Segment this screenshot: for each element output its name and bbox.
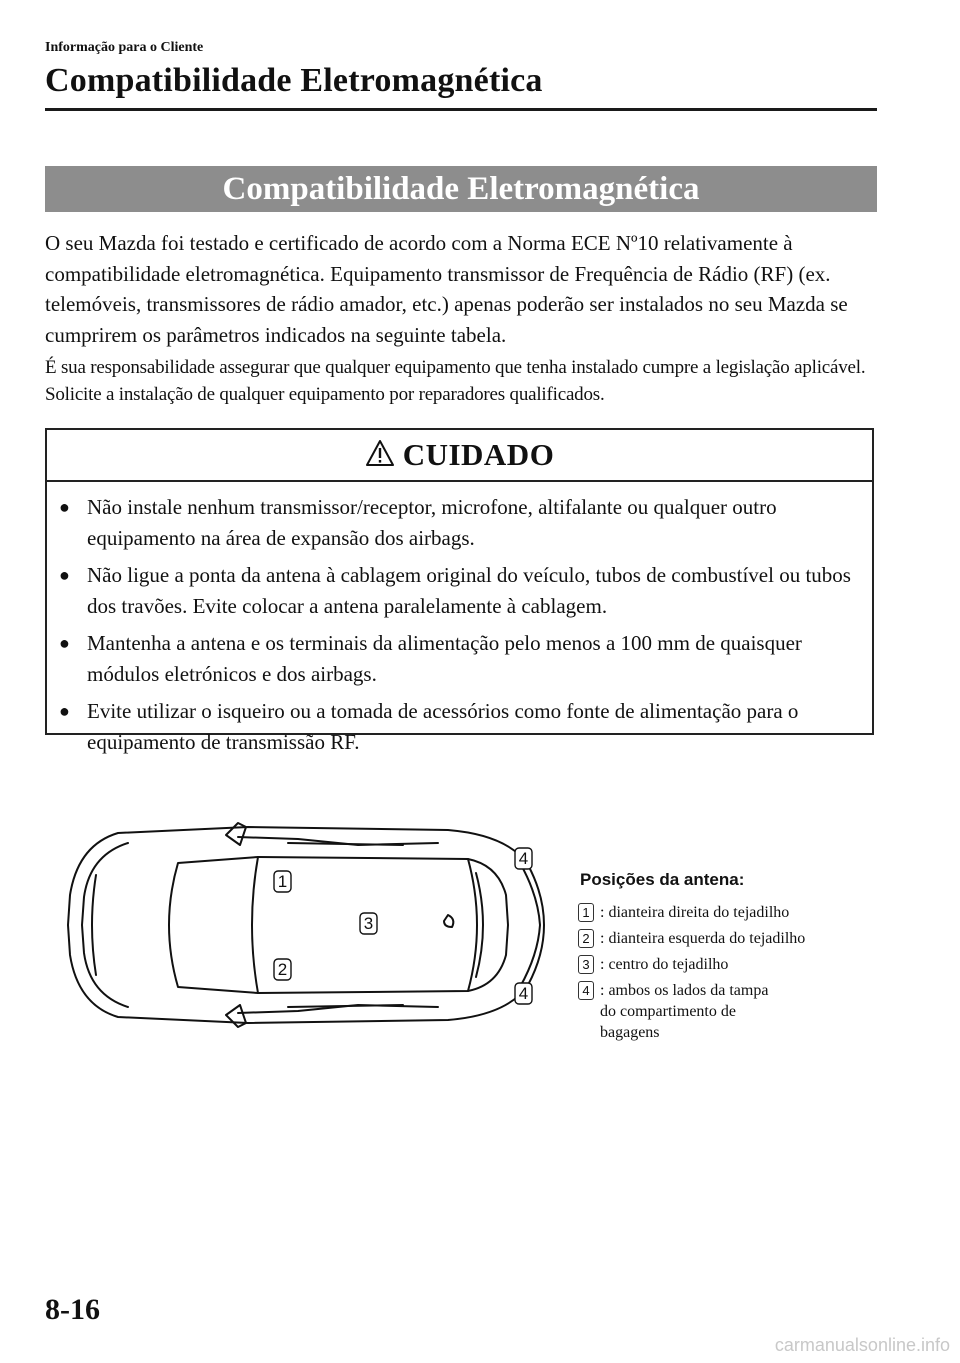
- caution-item-text: Evite utilizar o isqueiro ou a tomada de acessórios como fonte de alimentação para o equipamento de transmissão RF.: [87, 699, 799, 754]
- callout-4b: 4: [518, 984, 529, 1003]
- caution-header: [47, 430, 872, 482]
- bullet-icon: ●: [59, 565, 70, 585]
- legend-row: [578, 980, 918, 1043]
- page-title: Compatibilidade Eletromagnética: [45, 62, 543, 99]
- car-top-view-diagram: [58, 815, 548, 1035]
- section-heading: Compatibilidade Eletromagnética: [45, 166, 877, 212]
- legend-row: [578, 928, 918, 949]
- caution-item: [47, 560, 872, 622]
- legend-text: : dianteira direita do tejadilho: [600, 904, 790, 921]
- legend-number: 3: [578, 955, 594, 974]
- legend-row: [578, 902, 918, 923]
- callout-1: 1: [277, 872, 288, 891]
- responsibility-paragraph: É sua responsabilidade assegurar que qualquer equipamento que tenha instalado cumpre a legislação aplicável. Solicite a instalação de qualquer equipamento por reparadores qualificados.: [45, 357, 866, 405]
- intro-paragraph: O seu Mazda foi testado e certificado de acordo com a Norma ECE Nº10 relativamente à compatibilidade eletromagnética. Equipamento transmissor de Frequência de Rádio (RF) (ex. telemóveis, transmissores de rádio amador, etc.) apenas poderão ser instalados no seu Mazda se cumprirem os parâmetros indicados na seguinte tabela.: [45, 231, 848, 347]
- caution-item-text: Mantenha a antena e os terminais da alimentação pelo menos a 100 mm de quaisquer módulos eletrónicos e dos airbags.: [87, 631, 802, 686]
- bullet-icon: ●: [59, 633, 70, 653]
- bullet-icon: ●: [59, 701, 70, 721]
- running-header-kicker: Informação para o Cliente: [45, 40, 204, 55]
- watermark: carmanualsonline.info: [774, 1335, 950, 1355]
- page-number: 8-16: [45, 1293, 100, 1326]
- caution-item: [47, 696, 872, 758]
- legend-number: 4: [578, 981, 594, 1000]
- title-rule: [45, 108, 877, 111]
- caution-item-text: Não instale nenhum transmissor/receptor, microfone, altifalante ou qualquer outro equipamento na área de expansão dos airbags.: [87, 495, 777, 550]
- callout-3: 3: [363, 914, 374, 933]
- warning-triangle-icon: [365, 439, 395, 472]
- legend-row: [578, 954, 918, 975]
- legend-text: : dianteira esquerda do tejadilho: [600, 930, 806, 947]
- caution-item-text: Não ligue a ponta da antena à cablagem original do veículo, tubos de combustível ou tubos dos travões. Evite colocar a antena paralelamente à cablagem.: [87, 563, 851, 618]
- caution-list: [47, 492, 872, 764]
- callout-4a: 4: [518, 849, 529, 868]
- bullet-icon: ●: [59, 497, 70, 517]
- callout-2: 2: [277, 960, 288, 979]
- legend-number: 1: [578, 903, 594, 922]
- legend-text: : centro do tejadilho: [600, 956, 729, 973]
- legend-number: 2: [578, 929, 594, 948]
- caution-title: CUIDADO: [402, 437, 555, 472]
- legend-text: : ambos os lados da tampa do compartimento de bagagens: [600, 982, 769, 1041]
- caution-box: [45, 428, 874, 754]
- antenna-legend: [578, 870, 918, 1048]
- caution-item: [47, 492, 872, 554]
- legend-title: Posições da antena:: [580, 870, 745, 889]
- caution-item: [47, 628, 872, 690]
